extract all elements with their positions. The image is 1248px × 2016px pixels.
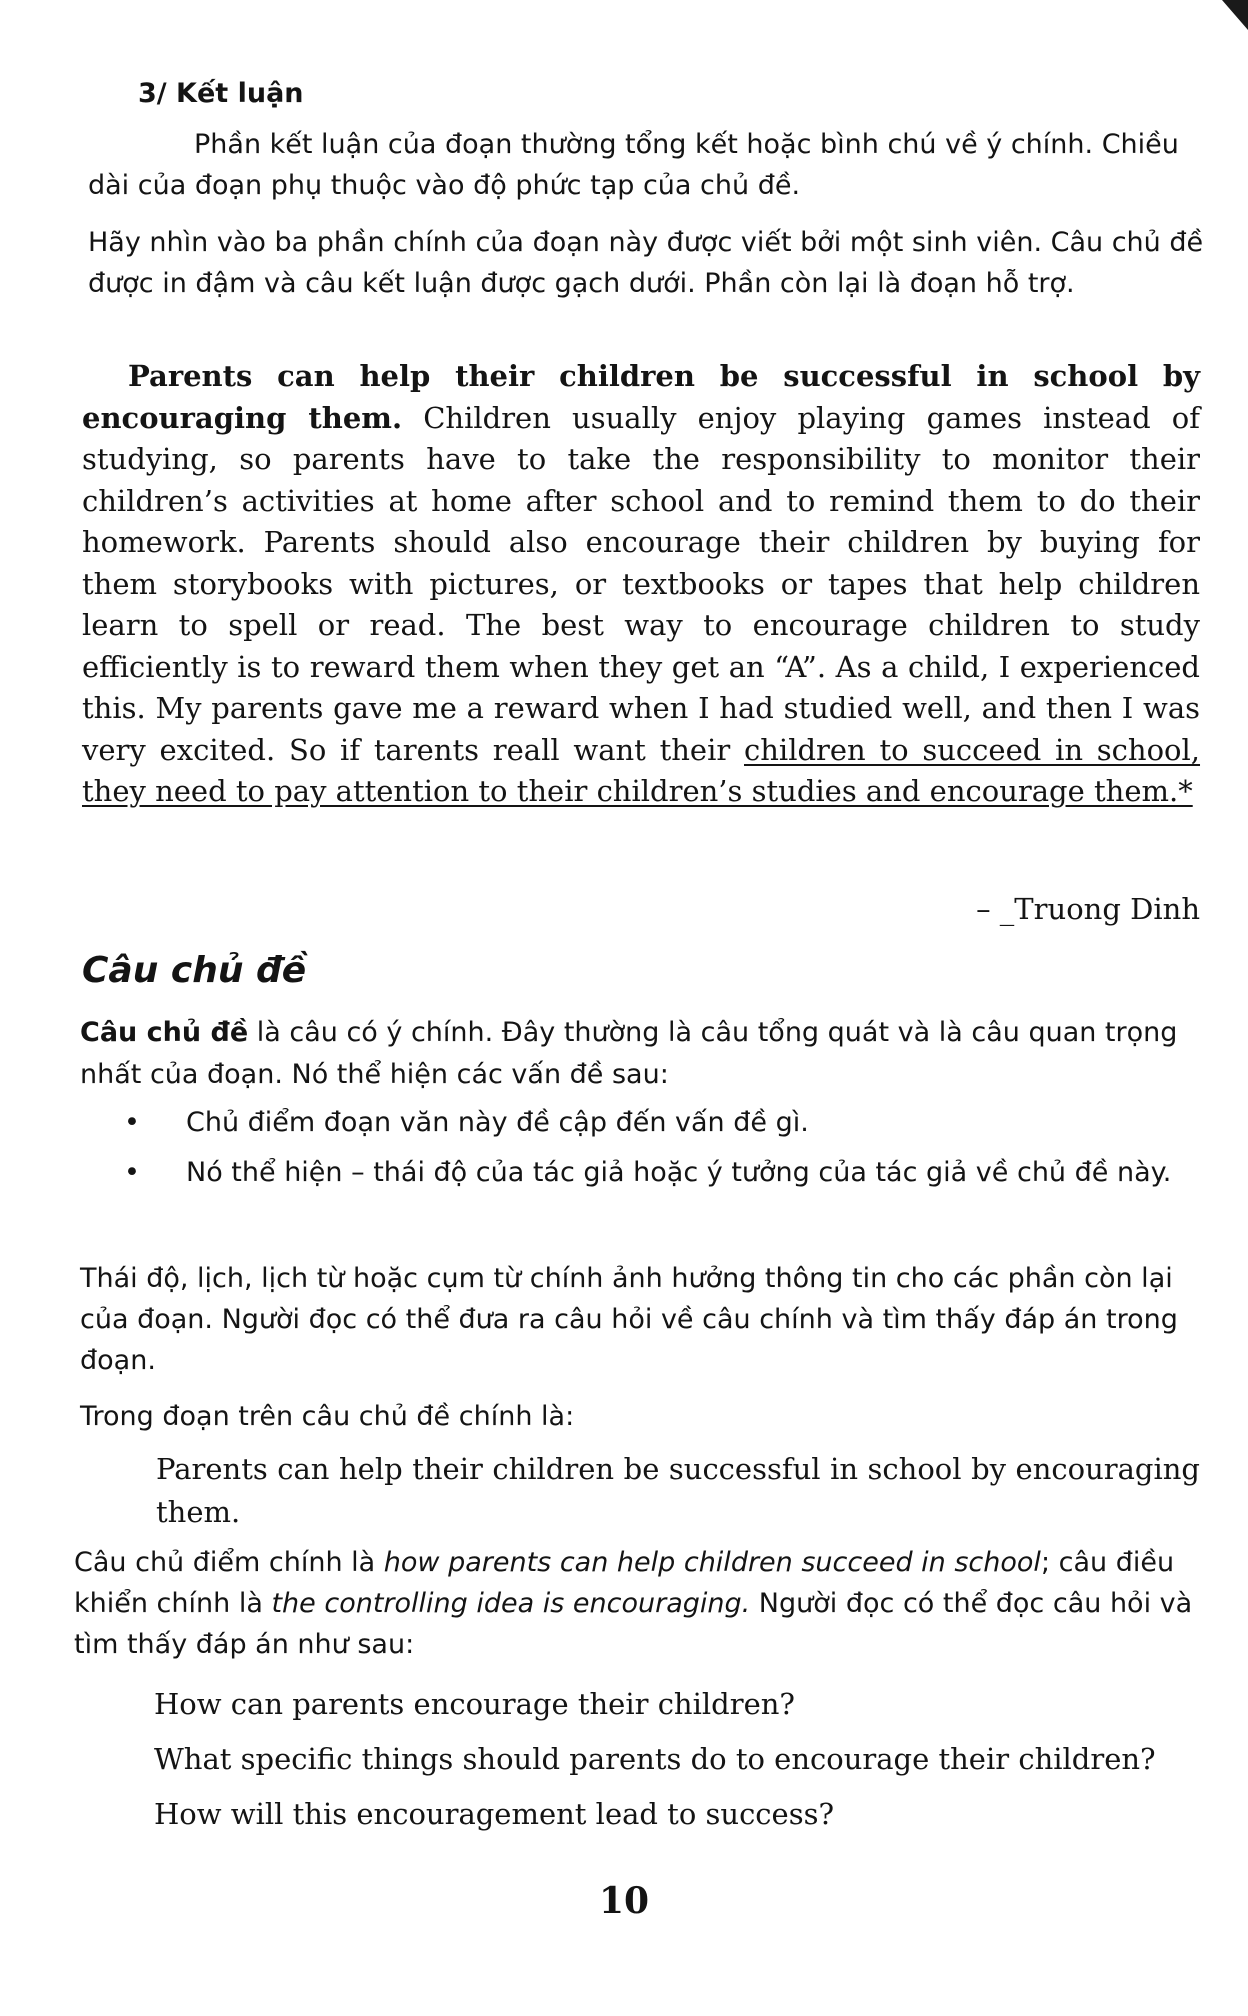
bullet-text: Chủ điểm đoạn văn này đề cập đến vấn đề gì. (186, 1107, 809, 1138)
analysis-text-2: ; câu điều khiển chính là (74, 1547, 1175, 1619)
reader-questions-list (154, 1684, 1204, 1849)
reader-question: What specific things should parents do to encourage their children? (154, 1742, 1156, 1776)
essay-supporting-sentences: Children usually enjoy playing games instead of studying, so parents have to take the responsibility to monitor their children’s activities at home after school and to remind them to do their homework. Parents should also encourage their children by buying for them storybooks with pictures, or textbooks or tapes that help children learn to spell or read. The best way to encourage children to study efficiently is to reward them when they get an “A”. As a child, I experienced this. My parents gave me a reward when I had studied well, and then I was very excited. So if tarents reall want their (82, 400, 1200, 767)
bullet-item (80, 1152, 1200, 1194)
example-topic-sentence: Parents can help their children be successful in school by encouraging them. (156, 1452, 1200, 1529)
page-number: 10 (598, 1880, 650, 1922)
topic-sentence-section-title: Câu chủ đề (82, 950, 307, 991)
topic-sentence-bullet-list (80, 1102, 1200, 1202)
analysis-paragraph (74, 1542, 1204, 1665)
attitude-paragraph: Thái độ, lịch, lịch từ hoặc cụm từ chính ảnh hưởng thông tin cho các phần còn lại của đoạn. Người đọc có thể đưa ra câu hỏi về câu chính và tìm thấy đáp án trong đoạn. (80, 1263, 1178, 1376)
essay-concluding-sentence: children to succeed in school, they need to pay attention to their children’s studies and encourage them.* (82, 732, 1201, 808)
bullet-icon: • (124, 1157, 140, 1188)
definition-text: là câu có ý chính. Đây thường là câu tổng quát và là câu quan trọng nhất của đoạn. Nó thể hiện các vấn đề sau: (80, 1017, 1178, 1090)
definition-term: Câu chủ đề (80, 1017, 249, 1048)
analysis-controlling-idea-italic: the controlling idea is encouraging. (271, 1588, 751, 1619)
conclusion-explanation-paragraph: Hãy nhìn vào ba phần chính của đoạn này được viết bởi một sinh viên. Câu chủ đề được in đậm và câu kết luận được gạch dưới. Phần còn lại là đoạn hỗ trợ. (88, 227, 1204, 299)
analysis-text-3: Người đọc có thể đọc câu hỏi và tìm thấy đáp án như sau: (74, 1588, 1193, 1660)
bullet-icon: • (124, 1107, 140, 1138)
example-intro-paragraph: Trong đoạn trên câu chủ đề chính là: (80, 1401, 575, 1432)
section-heading-conclusion: 3/ Kết luận (138, 78, 304, 109)
analysis-text-1: Câu chủ điểm chính là (74, 1547, 384, 1578)
topic-sentence-definition (80, 1012, 1200, 1096)
reader-question: How will this encouragement lead to success? (154, 1797, 835, 1831)
essay-topic-sentence: Parents can help their children be successful in school by encouraging them. (82, 359, 1200, 435)
bullet-item (80, 1102, 1200, 1144)
reader-question: How can parents encourage their children? (154, 1687, 795, 1721)
conclusion-intro-paragraph: Phần kết luận của đoạn thường tổng kết hoặc bình chú về ý chính. Chiều dài của đoạn phụ thuộc vào độ phức tạp của chủ đề. (88, 129, 1179, 201)
analysis-topic-italic: how parents can help children succeed in school (383, 1547, 1041, 1578)
essay-author: – _Truong Dinh (976, 892, 1200, 926)
bullet-text: Nó thể hiện – thái độ của tác giả hoặc ý tưởng của tác giả về chủ đề này. (186, 1157, 1172, 1188)
page-corner-shadow (1222, 0, 1248, 30)
student-essay-paragraph (82, 356, 1200, 813)
